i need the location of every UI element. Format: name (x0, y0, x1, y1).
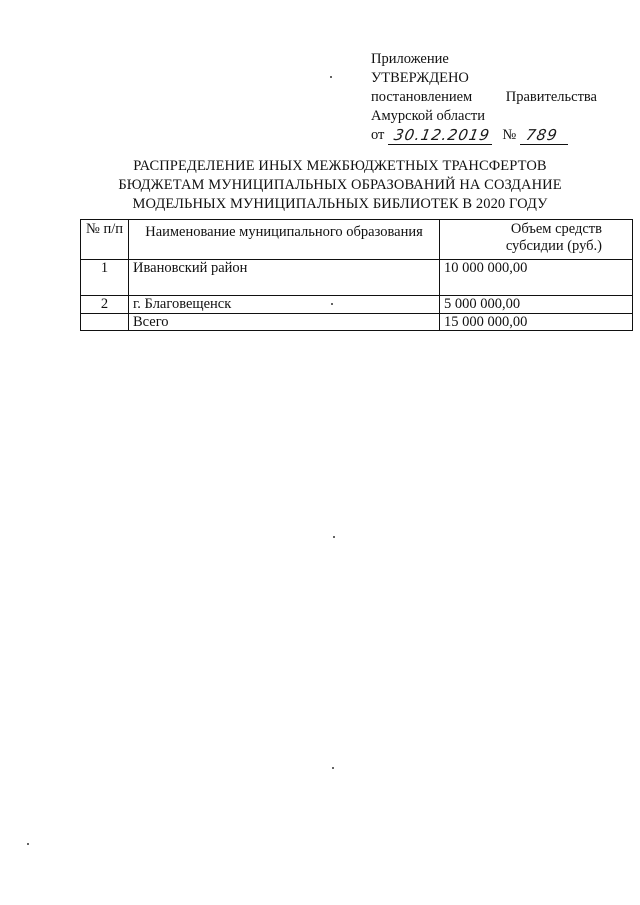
scan-speck (27, 843, 29, 845)
document-title (90, 157, 590, 214)
total-number (81, 314, 129, 331)
government-word: Правительства (505, 89, 597, 105)
date-field (388, 127, 492, 145)
date-prefix: от (371, 127, 385, 143)
table-row (81, 260, 633, 296)
date-number-line (371, 126, 597, 145)
region-label: Амурской области (371, 108, 485, 124)
number-field (520, 127, 568, 145)
row-name: Ивановский район (129, 260, 440, 296)
total-amount: 15 000 000,00 (440, 314, 633, 331)
header-amount (440, 220, 633, 260)
row-amount: 5 000 000,00 (440, 296, 633, 314)
scan-speck (332, 767, 334, 769)
number-prefix: № (502, 127, 517, 143)
appendix-label: Приложение (371, 51, 449, 67)
row-amount: 10 000 000,00 (440, 260, 633, 296)
header-number: № п/п (81, 220, 129, 260)
approval-block (371, 50, 597, 145)
total-name: Всего (129, 314, 440, 331)
title-line-3: МОДЕЛЬНЫХ МУНИЦИПАЛЬНЫХ БИБЛИОТЕК В 2020 ГОДУ (132, 196, 548, 212)
table-header-row (81, 220, 633, 260)
handwritten-number: 789 (524, 126, 560, 144)
handwritten-date: 30.12.2019 (392, 126, 492, 144)
resolution-word: постановлением (371, 89, 473, 105)
table-row (81, 296, 633, 314)
distribution-table (80, 219, 633, 331)
row-name: г. Благовещенск (129, 296, 440, 314)
title-line-2: БЮДЖЕТАМ МУНИЦИПАЛЬНЫХ ОБРАЗОВАНИЙ НА СОЗДАНИЕ (118, 177, 562, 193)
header-amount-line-2: субсидии (руб.) (505, 238, 602, 254)
header-amount-line-1: Объем средств (510, 221, 602, 237)
row-number: 1 (81, 260, 129, 296)
header-name: Наименование муниципального образования (129, 220, 440, 260)
table-total-row (81, 314, 633, 331)
scan-speck (330, 76, 332, 78)
scan-speck (333, 536, 335, 538)
approved-label: УТВЕРЖДЕНО (371, 70, 469, 86)
scan-speck (331, 303, 333, 305)
title-line-1: РАСПРЕДЕЛЕНИЕ ИНЫХ МЕЖБЮДЖЕТНЫХ ТРАНСФЕРТОВ (133, 158, 547, 174)
row-number: 2 (81, 296, 129, 314)
resolution-line (371, 88, 597, 107)
